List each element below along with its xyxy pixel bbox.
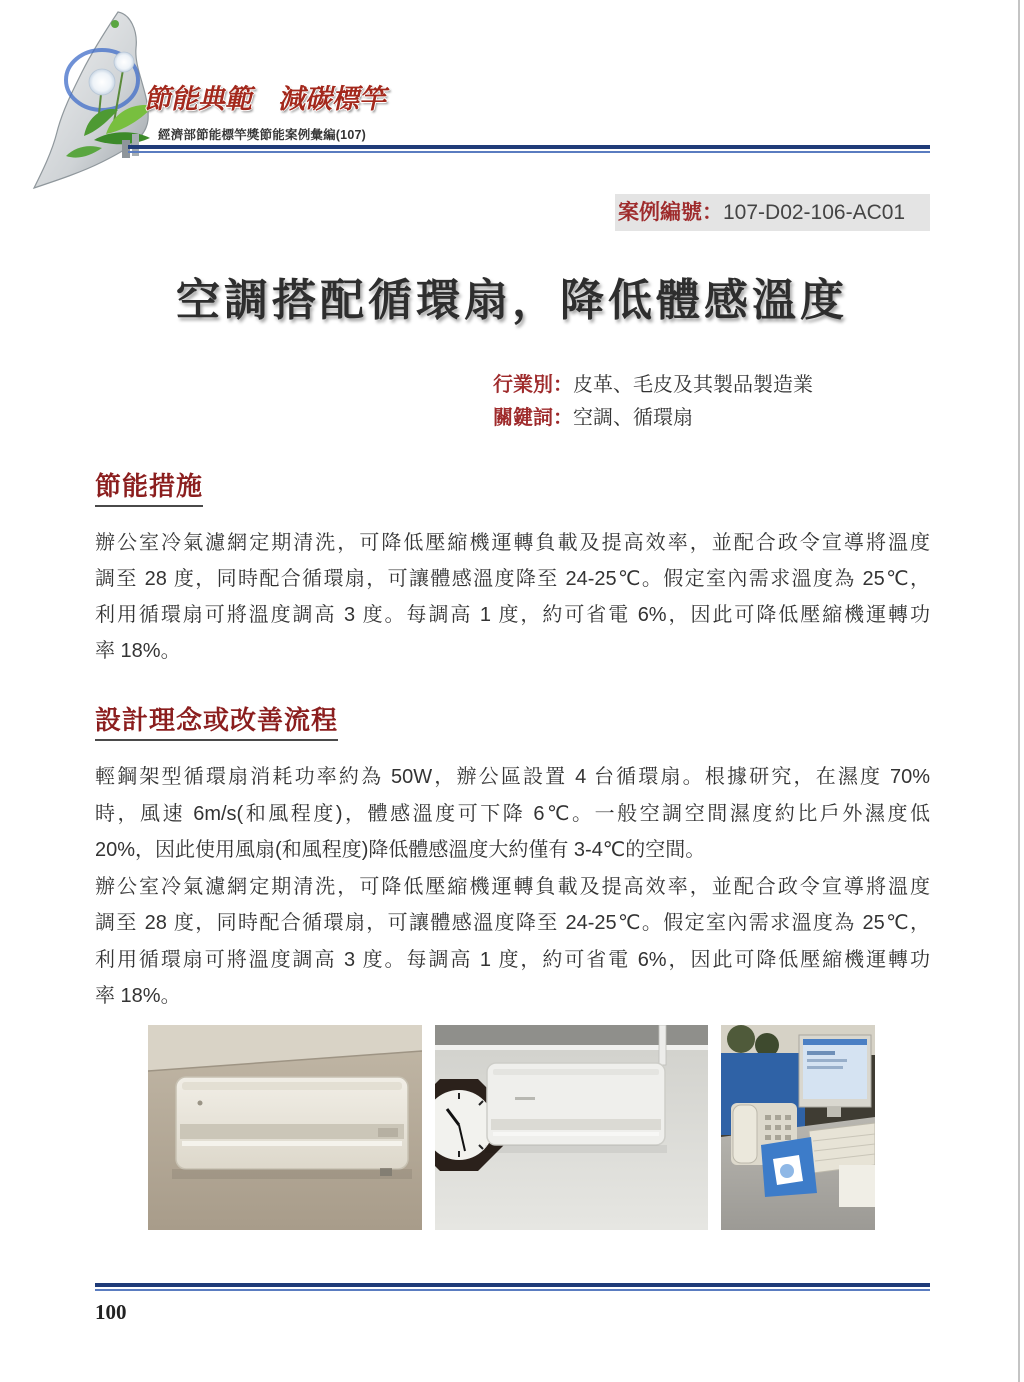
keywords-label: 關鍵詞：: [493, 407, 573, 429]
dandelion-icon: [89, 69, 115, 95]
industry-row: [493, 369, 813, 402]
paragraph-line: 率 18%。: [95, 640, 181, 662]
logo-emblem: [14, 6, 164, 192]
paragraph-line: 輕鋼架型循環扇消耗功率約為 50W，辦公區設置 4 台循環扇。根據研究，在濕度 70%: [95, 766, 930, 788]
paragraph-line: 20%，因此使用風扇(和風程度)降低體感溫度大約僅有 3-4℃的空間。: [95, 839, 706, 861]
industry-value: 皮革、毛皮及其製品製造業: [573, 374, 813, 396]
logo-title-right: 減碳標竿: [276, 84, 392, 114]
paragraph-line: 調至 28 度，同時配合循環扇，可讓體感溫度降至 24-25℃。假定室內需求溫度為 25℃，: [95, 568, 930, 590]
air-conditioner: [487, 1063, 665, 1145]
industry-label: 行業別：: [493, 374, 573, 396]
footer-rule-thick: [95, 1283, 930, 1287]
section-heading-measures: 節能措施: [95, 470, 203, 507]
paragraph-line: 辦公室冷氣濾網定期清洗，可降低壓縮機運轉負載及提高效率，並配合政令宣導將溫度: [95, 875, 930, 898]
paragraph-line: 利用循環扇可將溫度調高 3 度。每調高 1 度，約可省電 6%，因此可降低壓縮機運轉功: [95, 604, 930, 626]
keywords-row: [493, 402, 693, 435]
paragraph-line: 調至 28 度，同時配合循環扇，可讓體感溫度降至 24-25℃。假定室內需求溫度為 25℃，: [95, 912, 930, 934]
page-number: 100: [95, 1300, 127, 1324]
photo-office-desk: [721, 1025, 875, 1230]
paragraph-line: 時，風速 6m/s(和風程度)，體感溫度可下降 6℃。一般空調空間濕度約比戶外濕度低: [95, 802, 930, 825]
photo-air-conditioner-clock: [435, 1025, 708, 1230]
header-rule-thick: [128, 145, 930, 149]
logo-subtitle: 經濟部節能標竿獎節能案例彙編(107): [158, 128, 366, 142]
paragraph-line: 辦公室冷氣濾網定期清洗，可降低壓縮機運轉負載及提高效率，並配合政令宣導將溫度: [95, 532, 930, 554]
paragraph-line: 率 18%。: [95, 985, 181, 1007]
section-measures-paragraph: [95, 525, 930, 669]
paragraph-line: 利用循環扇可將溫度調高 3 度。每調高 1 度，約可省電 6%，因此可降低壓縮機運轉功: [95, 948, 930, 971]
case-number-value: 107-D02-106-AC01: [723, 201, 906, 224]
section-heading-design: 設計理念或改善流程: [95, 704, 338, 741]
taiwan-island-icon: [14, 6, 164, 192]
footer-rule-thin: [95, 1289, 930, 1291]
air-conditioner: [176, 1077, 408, 1176]
monitor: [799, 1035, 871, 1117]
case-number-label: 案例編號：: [618, 201, 723, 224]
keywords-value: 空調、循環扇: [573, 407, 693, 429]
photo-air-conditioner-ceiling: [148, 1025, 422, 1230]
logo-title-left: 節能典範: [142, 84, 258, 114]
page-title: 空調搭配循環扇，降低體感溫度: [176, 276, 848, 325]
case-number-box: [615, 194, 930, 231]
paper-sheet: [839, 1165, 875, 1207]
section-design-paragraphs: [95, 759, 930, 1015]
page-edge: [1018, 0, 1020, 1382]
header-rule-thin: [128, 151, 930, 153]
sticker: [761, 1137, 817, 1197]
logo-title: [142, 80, 392, 118]
